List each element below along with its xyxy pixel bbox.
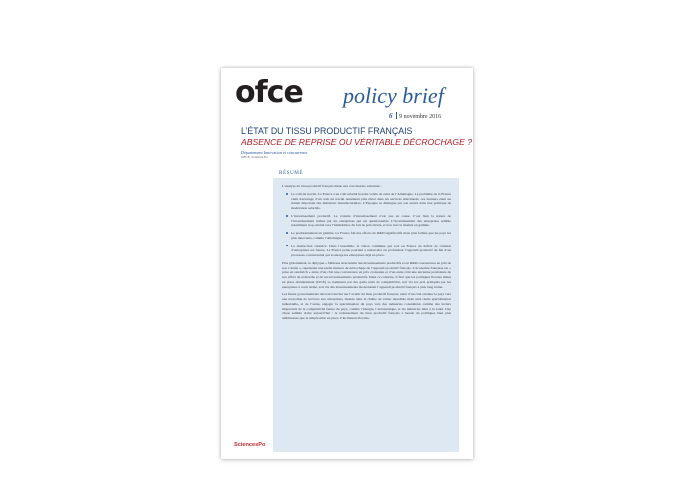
resume-heading: RÉSUMÉ: [279, 170, 304, 176]
resume-bullet: Le positionnement en gamme. La France fait des efforts de R&D significatifs mais plus faibles que les pays les plus innovants, comme l’Allemagne.: [291, 231, 451, 240]
issue-divider: [396, 112, 397, 119]
authors-line: OFCE, Sciences Po: [241, 155, 268, 159]
resume-intro: L’analyse du tissu productif français mène aux conclusions suivantes :: [282, 184, 382, 188]
issue-line: [389, 112, 441, 121]
resume-paragraph: Plus globalement, le diptyque « faiblesse structurelle des investissements productifs et en R&D-concurrence en prix de nos voisins », représente une réelle menace de décrochage de l’appareil productif français. L’économie française est « prise en sandwich » entre d’un côté une concurrence en prix croissante et d’un autre côté une ancienne persistante de son effort de recherche et de ses investissements productifs. Dans ce contexte, il faut que les politiques fiscales mises en place dernièrement (CICE) se traduisent par des gains réels de compétitivité, soit via les prix pratiqués par les entreprises à court terme, soit via des investissements modernisant l’appareil productif français à plus long terme.: [282, 260, 451, 289]
resume-bullet-list: [282, 192, 451, 258]
resume-box: [273, 178, 459, 452]
series-title: policy brief: [343, 83, 444, 108]
resume-bullet: Le coût du travail. La France a un coût salarial horaire voisin de celui de l’Allemagne. Le problème de la France vient davantage d’un coût du travail nettement plus élevé dans les services marchands, ces derniers étant un intrant important des industries manufacturières. L’Espagne se distingue par son entrée dans une politique de modération salariale.: [291, 191, 451, 210]
issue-number: 6: [389, 112, 393, 120]
issue-date: 9 novembre 2016: [399, 114, 442, 120]
article-subtitle: ABSENCE DE REPRISE OU VÉRITABLE DÉCROCHAGE ?: [241, 137, 472, 147]
article-title: L’ÉTAT DU TISSU PRODUCTIF FRANÇAIS: [241, 126, 413, 136]
resume-bullet: L’investissement productif. Le volume d’investissement n’est pas en cause. C’est bien la nature de l’investissement réalisé par les entreprises qui est questionnable. L’investissement des entreprises semble notamment trop orienté vers l’immobilier, du fait de prix élevés, et non vers la montée en gamme.: [291, 213, 451, 228]
department-label: Département Innovation et concurrence: [241, 150, 308, 155]
sciencespo-logo: SciencesPo: [234, 442, 266, 448]
ofce-logo: ofce: [235, 75, 303, 110]
resume-paragraph: Les futurs gouvernements devront trancher sur l’avenir du tissu productif français, entre d’un côté orienter le pays vers une économie de services aux entreprises, insérée dans la chaîne de valeur mondiale mais sans réelle spécialisation industrielle, et de l’autre, engager la spécialisation du pays vers des industries considérées comme des leviers importants de la compétitivité future du pays, comme l’énergie, l’aéronautique, et les industries liées à la santé. Une chose semble claire aujourd’hui : le redressement du tissu productif français a besoin de politiques bien plus ambitieuses que la simple mise en place d’incitations fiscales.: [282, 292, 451, 320]
resume-bullet: La destruction créatrice. Dans l’ensemble, la vision commune qui voit en France un déficit de création d’entreprises est fausse. La France peine pourtant à renouveler en profondeur l’appareil productif du fait d’un processus concurrentiel qui avantage les entreprises déjà en place.: [291, 243, 451, 257]
policy-brief-cover: [221, 68, 473, 459]
